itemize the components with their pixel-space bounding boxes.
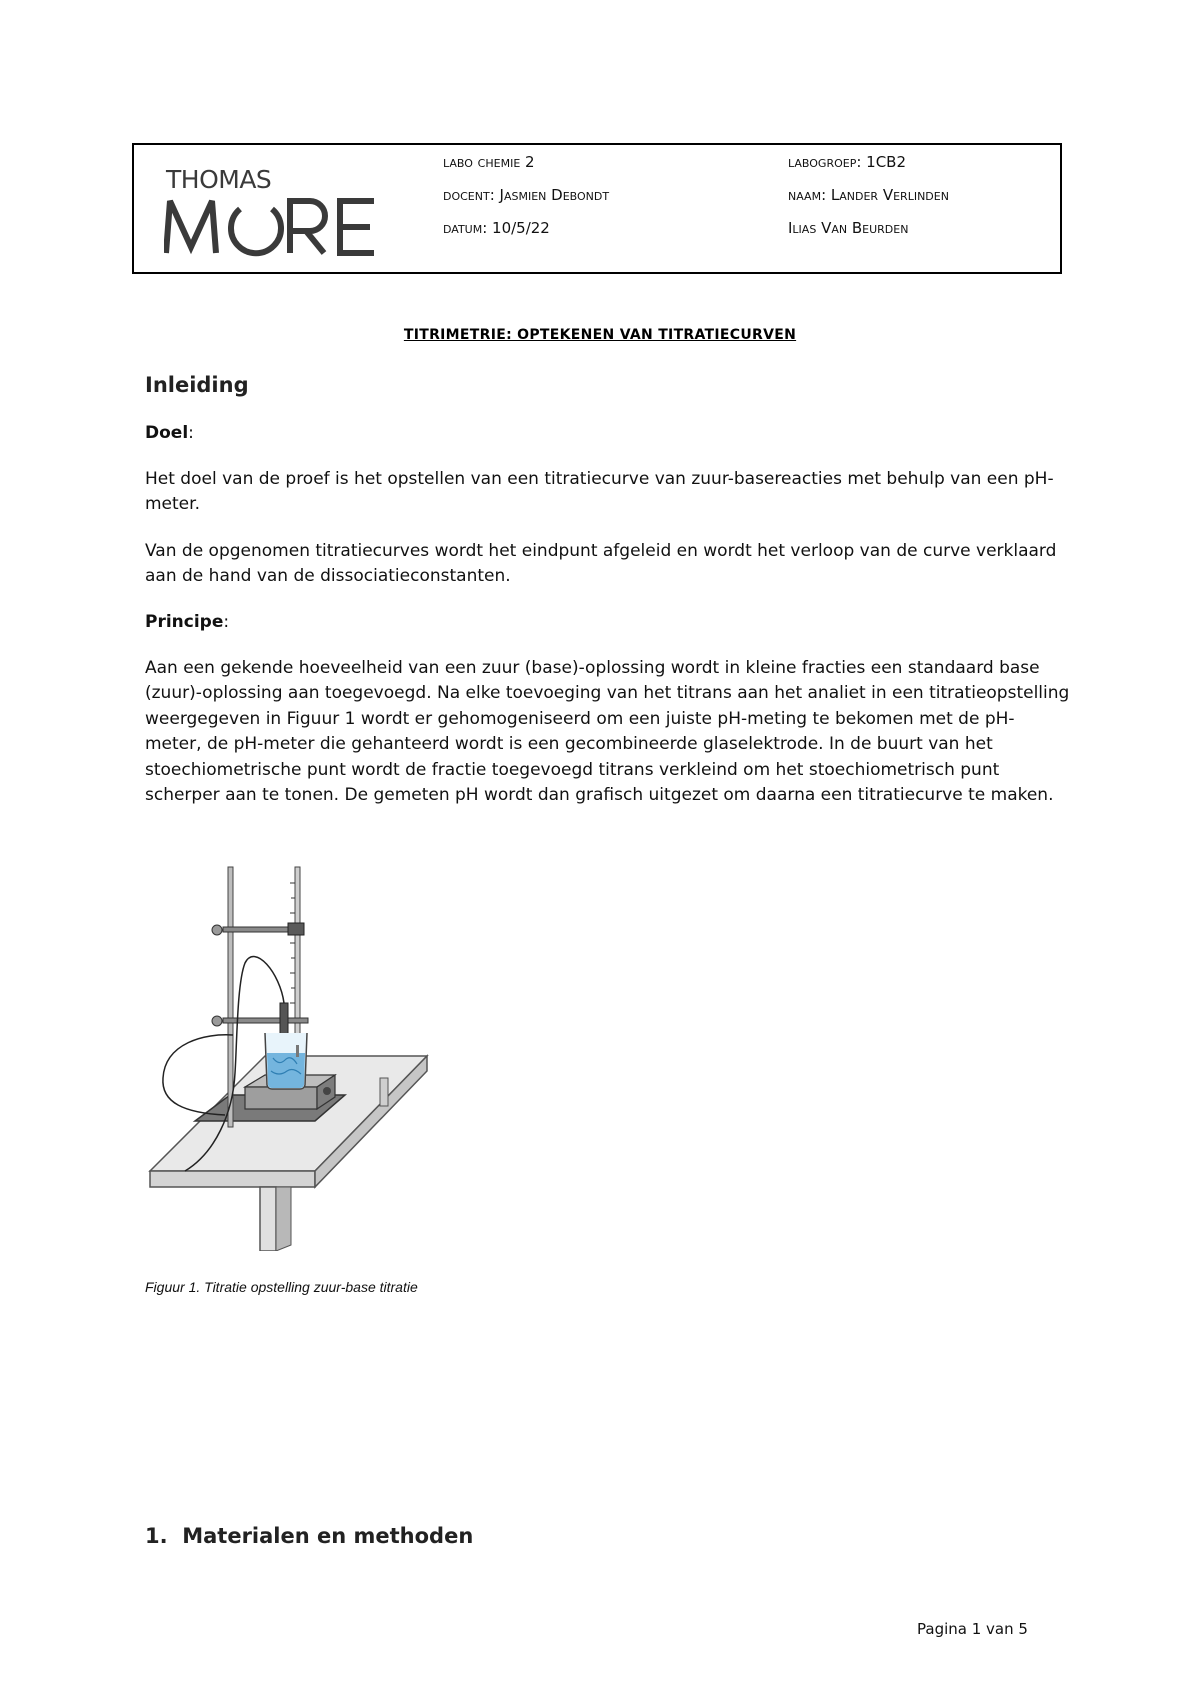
goal-label-text: Doel xyxy=(145,423,189,443)
section-title: Materialen en methoden xyxy=(182,1524,474,1548)
principle-paragraph: Aan een gekende hoeveelheid van een zuur (base)-oplossing wordt in kleine fracties een standaard base (zuur)-oplossing aan toegevoegd. Na elke toevoeging van het titrans aan het analiet in een titratieopstelling weergegeven in Figuur 1 wordt er gehomogeniseerd om een juiste pH-meting te bekomen met de pH-meter, de pH-meter die gehanteerd wordt is een gecombineerde glaselektrode. In de buurt van het stoechiometrische punt wordt de fractie toegevoegd titrans verkleind om het stoechiometrisch punt scherper aan te tonen. De gemeten pH wordt dan grafisch uitgezet om daarna een titratiecurve te maken. xyxy=(145,658,1070,806)
section-number: 1. xyxy=(145,1524,168,1548)
heading-inleiding: Inleiding xyxy=(145,373,249,397)
principle-label-colon: : xyxy=(223,612,230,632)
titration-setup-figure xyxy=(145,853,442,1251)
logo-more-wordmark xyxy=(164,195,386,257)
page-footer: Pagina 1 van 5 xyxy=(917,1620,1028,1638)
heading-materialen xyxy=(145,1524,473,1548)
goal-paragraph-2: Van de opgenomen titratiecurves wordt het eindpunt afgeleid en wordt het verloop van de curve verklaard aan de hand van de dissociatieconstanten. xyxy=(145,541,1057,587)
teacher-label: docent: Jasmien Debondt xyxy=(443,186,610,204)
name2-label: Ilias Van Beurden xyxy=(788,219,909,237)
figure-caption: Figuur 1. Titratie opstelling zuur-base titratie xyxy=(145,1279,418,1295)
logo-line1: THOMAS xyxy=(166,165,272,194)
goal-label xyxy=(145,423,194,443)
course-label: labo chemie 2 xyxy=(443,153,535,171)
name-label: naam: Lander Verlinden xyxy=(788,186,949,204)
document-title: TITRIMETRIE: OPTEKENEN VAN TITRATIECURVEN xyxy=(403,327,797,343)
header-box xyxy=(132,143,1062,274)
thomas-more-logo xyxy=(164,163,386,259)
principle-label xyxy=(145,612,229,632)
principle-label-text: Principe xyxy=(145,612,224,632)
date-label: datum: 10/5/22 xyxy=(443,219,550,237)
group-label: labogroep: 1CB2 xyxy=(788,153,906,171)
goal-label-colon: : xyxy=(188,423,194,443)
goal-paragraph-1: Het doel van de proef is het opstellen van een titratiecurve van zuur-basereacties met behulp van een pH-meter. xyxy=(145,469,1054,515)
